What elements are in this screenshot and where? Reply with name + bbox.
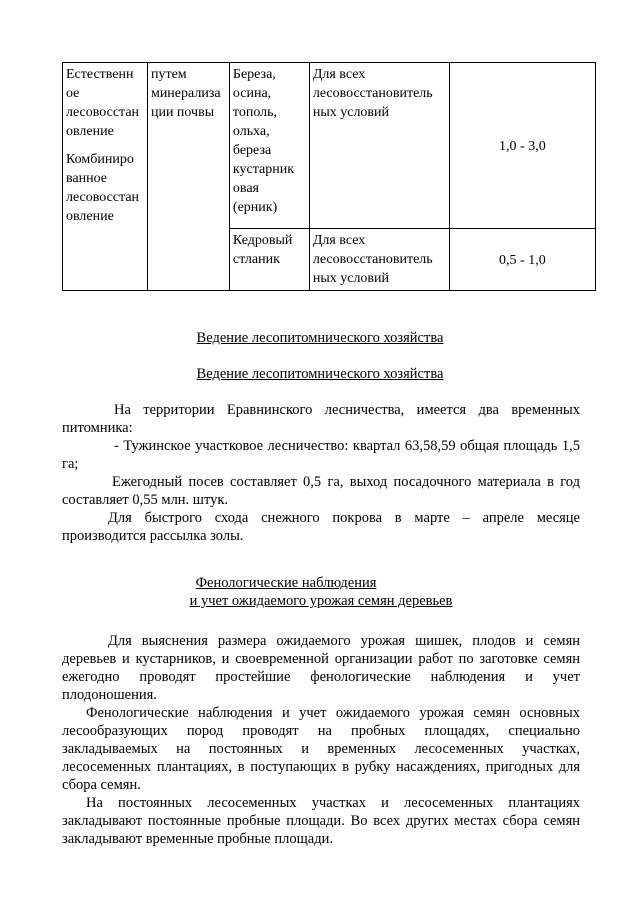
method-line: ванное	[66, 171, 108, 186]
value-cell: 1,0 - 3,0	[449, 63, 595, 229]
paragraph: На территории Еравнинского лесничества, имеется два временных питомника:	[62, 402, 580, 436]
species-line: Береза,	[232, 67, 276, 82]
conditions-line: ных условий	[312, 105, 390, 120]
species-line: осина,	[232, 86, 272, 101]
section-subheading: Ведение лесопитомнического хозяйства	[196, 366, 444, 382]
method-line: ое	[66, 86, 80, 101]
paragraph: - Тужинское участковое лесничество: квартал 63,58,59 общая площадь 1,5 га;	[62, 438, 580, 472]
species-line: (ерник)	[232, 200, 278, 215]
conditions-line: Для всех	[312, 233, 366, 248]
paragraph: Для выяснения размера ожидаемого урожая шишек, плодов и семян деревьев и кустарников, и своевременной организации работ по заготовке семян ежегодно проводят простейшие фенологические наблюдения и учет плодоношения.	[62, 633, 580, 703]
method-line: Естественн	[66, 67, 134, 82]
species-line: ольха,	[232, 124, 270, 139]
conditions-line: лесовосстановитель	[312, 86, 433, 101]
technique-line: путем	[150, 67, 187, 82]
species-line: стланик	[232, 252, 280, 267]
species-cell	[229, 229, 309, 291]
section-heading: Фенологические наблюдения	[195, 575, 377, 591]
method-line: Комбиниро	[66, 152, 134, 167]
method-cell	[63, 63, 148, 291]
paragraph: Для быстрого схода снежного покрова в марте – апреле месяце производится рассылка золы.	[62, 510, 580, 544]
value-cell: 0,5 - 1,0	[449, 229, 595, 291]
conditions-line: лесовосстановитель	[312, 252, 433, 267]
table-row	[63, 63, 596, 229]
method-line: овление	[66, 209, 114, 224]
reforestation-table	[62, 62, 596, 291]
species-line: тополь,	[232, 105, 278, 120]
conditions-cell	[309, 63, 449, 229]
conditions-cell	[309, 229, 449, 291]
conditions-line: ных условий	[312, 271, 390, 286]
paragraph: Ежегодный посев составляет 0,5 га, выход посадочного материала в год составляет 0,55 млн. штук.	[62, 474, 580, 508]
method-line: лесовосстан	[66, 105, 140, 120]
technique-cell	[147, 63, 229, 291]
species-line: кустарник	[232, 162, 295, 177]
species-line: береза	[232, 143, 272, 158]
method-line: овление	[66, 124, 114, 139]
section-heading: и учет ожидаемого урожая семян деревьев	[189, 593, 453, 609]
species-line: овая	[232, 181, 259, 196]
conditions-line: Для всех	[312, 67, 366, 82]
species-line: Кедровый	[232, 233, 293, 248]
species-cell	[229, 63, 309, 229]
technique-line: ции почвы	[150, 105, 215, 120]
paragraph: Фенологические наблюдения и учет ожидаемого урожая семян основных лесообразующих пород проводят на пробных площадях, специально закладываемых на постоянных и временных лесосеменных участках, лесосеменных плантациях, в поступающих в рубку насаждениях, пригодных для сбора семян.	[62, 705, 580, 793]
paragraph: На постоянных лесосеменных участках и лесосеменных плантациях закладывают постоянные пробные площади. Во всех других местах сбора семян закладывают временные пробные площади.	[62, 795, 580, 847]
section-heading: Ведение лесопитомнического хозяйства	[196, 330, 444, 346]
technique-line: минерализа	[150, 86, 221, 101]
method-line: лесовосстан	[66, 190, 140, 205]
